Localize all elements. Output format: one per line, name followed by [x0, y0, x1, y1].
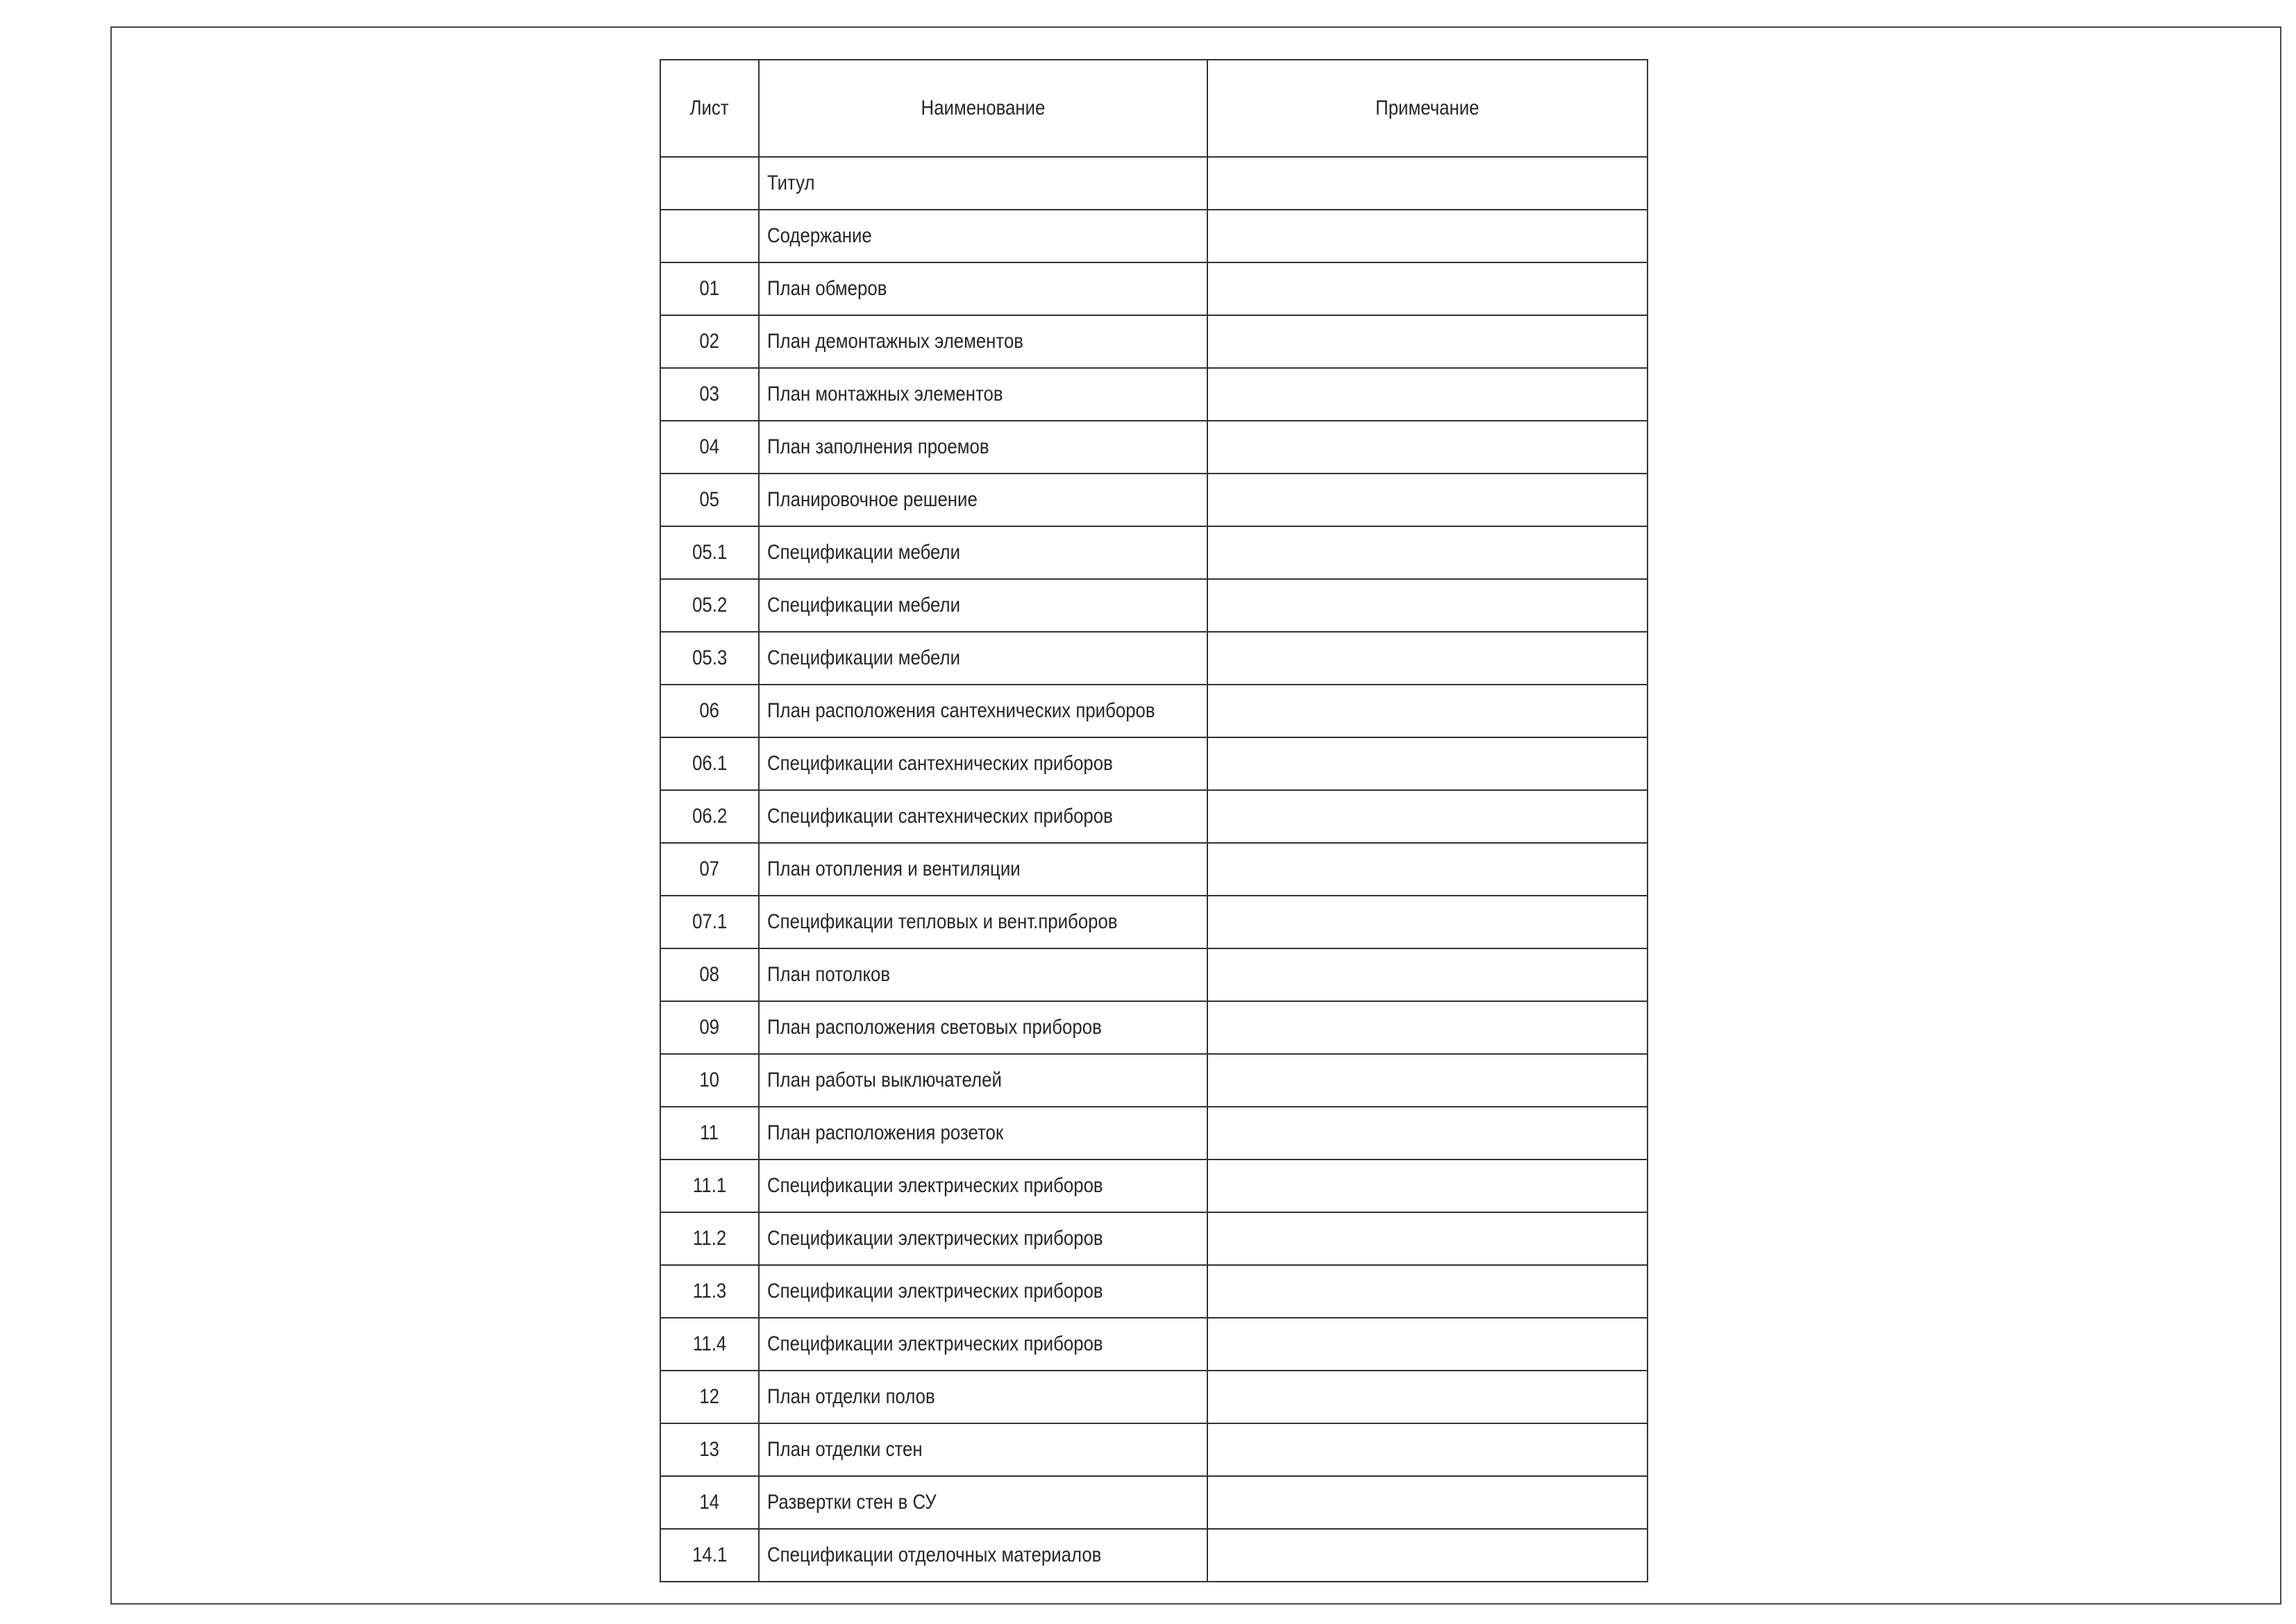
cell-name-text: Спецификации отделочных материалов [767, 1543, 1102, 1566]
cell-name-text: План монтажных элементов [767, 383, 1003, 405]
cell-name [758, 738, 1207, 789]
cell-sheet-text: 11.3 [692, 1280, 727, 1303]
cell-sheet [661, 1319, 758, 1370]
cell-sheet [661, 1002, 758, 1053]
cell-name [758, 1424, 1207, 1475]
cell-note [1207, 1371, 1647, 1423]
cell-name-text: Спецификации электрических приборов [767, 1174, 1103, 1197]
table-row [661, 367, 1647, 420]
cell-sheet-text: 11.4 [692, 1332, 727, 1355]
cell-note [1207, 738, 1647, 789]
cell-note [1207, 1319, 1647, 1370]
table-row [661, 1423, 1647, 1475]
cell-sheet [661, 896, 758, 948]
cell-sheet-text: 11.1 [692, 1174, 727, 1197]
cell-sheet-text: 05.3 [692, 646, 728, 669]
header-name [758, 60, 1207, 156]
cell-sheet-text: 12 [699, 1385, 720, 1408]
cell-sheet-text: 10 [699, 1069, 720, 1091]
cell-sheet-text: 14 [699, 1491, 720, 1514]
cell-name [758, 210, 1207, 262]
cell-sheet-text: 01 [699, 277, 720, 300]
table-row [661, 1475, 1647, 1528]
cell-name-text: Спецификации мебели [767, 646, 960, 669]
cell-note [1207, 421, 1647, 473]
cell-name-text: План обмеров [767, 277, 887, 300]
table-row [661, 209, 1647, 262]
cell-sheet [661, 474, 758, 526]
cell-name-text: План расположения световых приборов [767, 1016, 1102, 1039]
cell-sheet [661, 527, 758, 578]
cell-note [1207, 1213, 1647, 1264]
cell-sheet-text: 03 [699, 383, 720, 405]
cell-name [758, 1107, 1207, 1159]
table-row [661, 842, 1647, 895]
cell-name-text: План заполнения проемов [767, 435, 989, 458]
cell-name [758, 1371, 1207, 1423]
cell-sheet [661, 1055, 758, 1106]
cell-name [758, 1477, 1207, 1528]
cell-name [758, 791, 1207, 842]
toc-body [661, 156, 1647, 1581]
cell-sheet-text: 02 [699, 330, 720, 353]
table-row [661, 578, 1647, 631]
table-row [661, 473, 1647, 526]
cell-name-text: План расположения розеток [767, 1121, 1004, 1144]
cell-name-text: Спецификации электрических приборов [767, 1280, 1103, 1303]
cell-note [1207, 791, 1647, 842]
cell-name [758, 369, 1207, 420]
table-row [661, 737, 1647, 789]
cell-sheet [661, 1371, 758, 1423]
cell-note [1207, 896, 1647, 948]
cell-name-text: Планировочное решение [767, 488, 978, 511]
cell-name [758, 1002, 1207, 1053]
header-note-label: Примечание [1375, 97, 1480, 119]
table-row [661, 156, 1647, 209]
cell-note [1207, 949, 1647, 1001]
cell-name-text: План потолков [767, 963, 891, 986]
cell-note [1207, 210, 1647, 262]
cell-name [758, 580, 1207, 631]
cell-name-text: Спецификации тепловых и вент.приборов [767, 910, 1118, 933]
table-row [661, 895, 1647, 948]
table-row [661, 1053, 1647, 1106]
cell-name [758, 1530, 1207, 1581]
cell-note [1207, 844, 1647, 895]
table-row [661, 948, 1647, 1001]
table-row [661, 1264, 1647, 1317]
cell-sheet [661, 158, 758, 209]
cell-sheet [661, 580, 758, 631]
cell-note [1207, 1055, 1647, 1106]
cell-sheet [661, 1424, 758, 1475]
cell-note [1207, 1160, 1647, 1212]
cell-name-text: План отделки стен [767, 1438, 923, 1461]
table-row [661, 1106, 1647, 1159]
cell-note [1207, 1477, 1647, 1528]
cell-name [758, 1160, 1207, 1212]
table-row [661, 1317, 1647, 1370]
table-row [661, 789, 1647, 842]
cell-note [1207, 1424, 1647, 1475]
cell-note [1207, 633, 1647, 684]
cell-name [758, 158, 1207, 209]
cell-name [758, 685, 1207, 737]
cell-note [1207, 685, 1647, 737]
cell-sheet-text: 06.1 [692, 752, 728, 775]
cell-note [1207, 1107, 1647, 1159]
table-row [661, 420, 1647, 473]
cell-name-text: Развертки стен в СУ [767, 1491, 937, 1514]
cell-name-text: Спецификации сантехнических приборов [767, 805, 1113, 828]
cell-sheet-text: 04 [699, 435, 720, 458]
cell-sheet-text: 06 [699, 699, 720, 722]
cell-name [758, 1213, 1207, 1264]
cell-name-text: Спецификации электрических приборов [767, 1332, 1103, 1355]
cell-sheet [661, 844, 758, 895]
cell-note [1207, 474, 1647, 526]
cell-note [1207, 527, 1647, 578]
cell-note [1207, 158, 1647, 209]
cell-sheet-text: 05 [699, 488, 720, 511]
table-row [661, 631, 1647, 684]
cell-name-text: Спецификации мебели [767, 594, 960, 617]
cell-sheet-text: 09 [699, 1016, 720, 1039]
cell-note [1207, 1530, 1647, 1581]
cell-sheet [661, 369, 758, 420]
cell-name-text: План отделки полов [767, 1385, 935, 1408]
cell-note [1207, 1002, 1647, 1053]
cell-note [1207, 1266, 1647, 1317]
table-row [661, 684, 1647, 737]
cell-sheet [661, 791, 758, 842]
cell-name [758, 896, 1207, 948]
header-sheet-label: Лист [689, 97, 730, 119]
cell-name-text: Титул [767, 171, 815, 194]
cell-sheet [661, 633, 758, 684]
table-row [661, 1001, 1647, 1053]
cell-name-text: План работы выключателей [767, 1069, 1002, 1091]
cell-sheet-text: 13 [699, 1438, 720, 1461]
cell-name-text: План отопления и вентиляции [767, 857, 1021, 880]
cell-sheet-text: 07 [699, 857, 720, 880]
cell-sheet-text: 11 [700, 1121, 719, 1144]
cell-name [758, 1055, 1207, 1106]
header-name-label: Наименование [921, 97, 1046, 119]
cell-sheet-text: 08 [699, 963, 720, 986]
table-row [661, 262, 1647, 315]
cell-name [758, 844, 1207, 895]
cell-sheet [661, 1213, 758, 1264]
table-row [661, 1212, 1647, 1264]
cell-sheet [661, 685, 758, 737]
cell-note [1207, 263, 1647, 315]
cell-name [758, 263, 1207, 315]
cell-note [1207, 580, 1647, 631]
cell-name-text: План расположения сантехнических приборов [767, 699, 1155, 722]
cell-name [758, 1319, 1207, 1370]
cell-name [758, 633, 1207, 684]
sheet-index-table [660, 59, 1648, 1582]
cell-name-text: Спецификации электрических приборов [767, 1227, 1103, 1250]
cell-sheet-text: 11.2 [692, 1227, 727, 1250]
cell-name [758, 527, 1207, 578]
cell-sheet [661, 1107, 758, 1159]
table-row [661, 1159, 1647, 1212]
cell-name [758, 316, 1207, 367]
cell-sheet [661, 1477, 758, 1528]
cell-name-text: Содержание [767, 224, 872, 247]
cell-sheet [661, 210, 758, 262]
cell-sheet [661, 421, 758, 473]
cell-name [758, 949, 1207, 1001]
cell-name [758, 474, 1207, 526]
cell-name [758, 1266, 1207, 1317]
cell-note [1207, 316, 1647, 367]
cell-sheet [661, 738, 758, 789]
table-row [661, 526, 1647, 578]
cell-sheet-text: 14.1 [692, 1543, 728, 1566]
table-row [661, 315, 1647, 367]
header-sheet [661, 60, 758, 156]
cell-sheet-text: 06.2 [692, 805, 728, 828]
cell-note [1207, 369, 1647, 420]
cell-name-text: Спецификации мебели [767, 541, 960, 564]
header-note [1207, 60, 1647, 156]
table-row [661, 1370, 1647, 1423]
cell-sheet [661, 1530, 758, 1581]
cell-sheet [661, 316, 758, 367]
table-header-row [661, 60, 1647, 156]
cell-sheet [661, 263, 758, 315]
cell-name [758, 421, 1207, 473]
table-row [661, 1528, 1647, 1581]
cell-sheet-text: 05.2 [692, 594, 728, 617]
cell-sheet [661, 1266, 758, 1317]
cell-sheet-text: 05.1 [692, 541, 728, 564]
cell-name-text: Спецификации сантехнических приборов [767, 752, 1113, 775]
cell-name-text: План демонтажных элементов [767, 330, 1024, 353]
cell-sheet [661, 949, 758, 1001]
cell-sheet [661, 1160, 758, 1212]
cell-sheet-text: 07.1 [692, 910, 728, 933]
